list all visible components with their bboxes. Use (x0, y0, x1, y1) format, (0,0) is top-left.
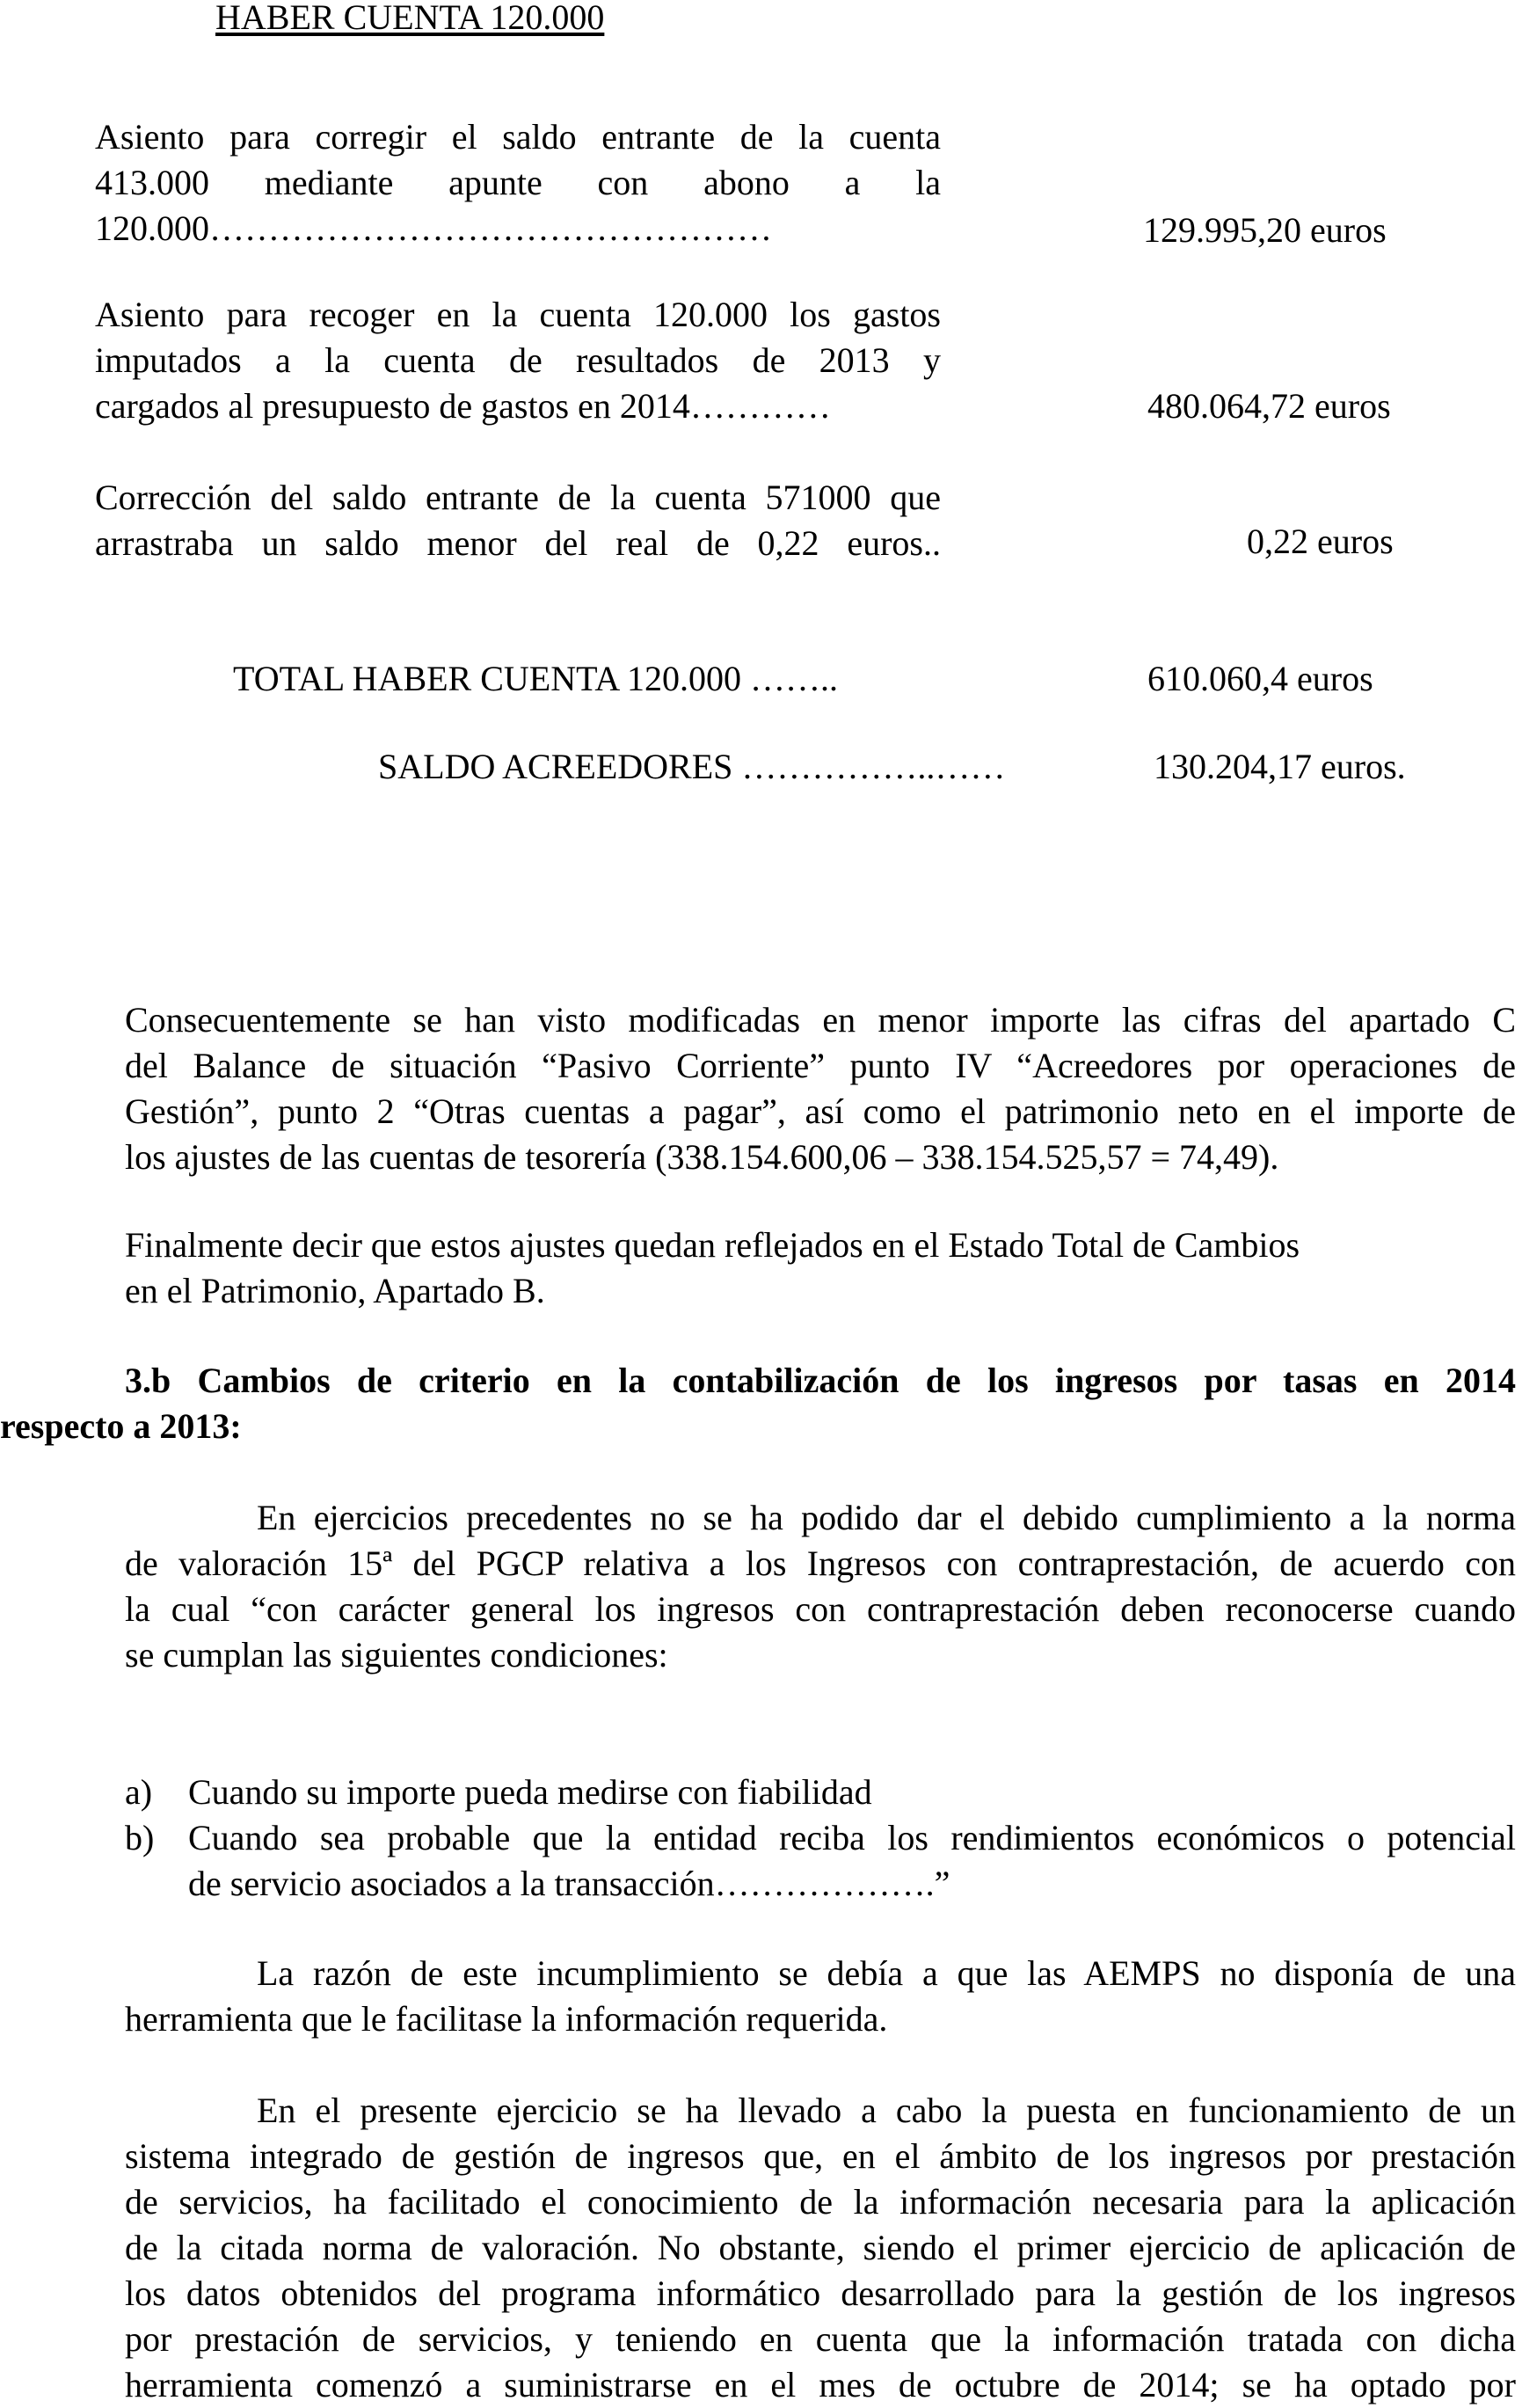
entry-2-amount: 480.064,72 euros (1147, 386, 1391, 426)
razon-line-1: La razón de este incumplimiento se debía a que las AEMPS no disponía de una (257, 1953, 1516, 1993)
section-heading-3b (0, 1358, 1516, 1449)
presente-line-4: de la citada norma de valoración. No obstante, siendo el primer ejercicio de aplicación de (125, 2228, 1516, 2267)
entry-1-line-2: 413.000 mediante apunte con abono a la (95, 163, 941, 202)
entry-1-amount: 129.995,20 euros (1143, 210, 1387, 250)
paragraph-razon (125, 1951, 1516, 2042)
entry-3-line-1: Corrección del saldo entrante de la cuenta 571000 que (95, 478, 941, 517)
paragraph-consecuentemente (125, 997, 1516, 1180)
presente-line-2: sistema integrado de gestión de ingresos que, en el ámbito de los ingresos por prestación (125, 2136, 1516, 2176)
saldo-acreedores-amount: 130.204,17 euros. (1154, 747, 1406, 786)
list-text-b-line-2: de servicio asociados a la transacción……………….” (188, 1864, 950, 1903)
ejercicios-line-2: de valoración 15ª del PGCP relativa a los Ingresos con contraprestación, de acuerdo con (125, 1543, 1516, 1583)
top-heading: HABER CUENTA 120.000 (215, 0, 605, 37)
entry-2-line-1: Asiento para recoger en la cuenta 120.000 los gastos (95, 295, 941, 334)
entry-2-line-2: imputados a la cuenta de resultados de 2013 y (95, 340, 941, 380)
list-marker-a: a) (125, 1772, 153, 1812)
list-text-a: Cuando su importe pueda medirse con fiabilidad (188, 1772, 872, 1812)
entry-1-line-1: Asiento para corregir el saldo entrante de la cuenta (95, 117, 941, 157)
presente-line-6: por prestación de servicios, y teniendo en cuenta que la información tratada con dicha (125, 2319, 1516, 2359)
finalmente-line-1: Finalmente decir que estos ajustes quedan reflejados en el Estado Total de Cambios (125, 1225, 1300, 1265)
ejercicios-line-3: la cual “con carácter general los ingresos con contraprestación deben reconocerse cuando (125, 1589, 1516, 1629)
consec-line-1: Consecuentemente se han visto modificadas en menor importe las cifras del apartado C (125, 1000, 1516, 1040)
entry-1-text (95, 114, 941, 252)
ejercicios-line-4: se cumplan las siguientes condiciones: (125, 1635, 668, 1675)
entry-3-line-2: arrastraba un saldo menor del real de 0,22 euros.. (95, 523, 941, 563)
list-item-a (125, 1770, 1516, 1815)
entry-3-text (95, 475, 941, 566)
paragraph-finalmente (125, 1222, 1300, 1314)
presente-line-1: En el presente ejercicio se ha llevado a cabo la puesta en funcionamiento de un (257, 2091, 1516, 2130)
paragraph-presente (125, 2088, 1516, 2408)
entry-2-text (95, 292, 941, 429)
consec-line-3: Gestión”, punto 2 “Otras cuentas a pagar”, así como el patrimonio neto en el importe de (125, 1091, 1516, 1131)
list-item-b (125, 1815, 1516, 1907)
presente-line-5: los datos obtenidos del programa informático desarrollado para la gestión de los ingresos (125, 2273, 1516, 2313)
list-text-b-line-1: Cuando sea probable que la entidad reciba los rendimientos económicos o potencial (188, 1818, 1516, 1857)
razon-line-2: herramienta que le facilitase la información requerida. (125, 1999, 888, 2039)
section-heading-line-1: 3.b Cambios de criterio en la contabilización de los ingresos por tasas en 2014 (125, 1361, 1516, 1400)
total-haber-amount: 610.060,4 euros (1147, 659, 1373, 698)
presente-line-3: de servicios, ha facilitado el conocimiento de la información necesaria para la aplicación (125, 2182, 1516, 2222)
saldo-acreedores-label: SALDO ACREEDORES ……………..…… (378, 747, 1006, 786)
presente-line-7: herramienta comenzó a suministrarse en el mes de octubre de 2014; se ha optado por (125, 2365, 1516, 2404)
consec-line-2: del Balance de situación “Pasivo Corriente” punto IV “Acreedores por operaciones de (125, 1046, 1516, 1085)
section-heading-line-2: respecto a 2013: (0, 1406, 242, 1446)
consec-line-4: los ajustes de las cuentas de tesorería (338.154.600,06 – 338.154.525,57 = 74,49). (125, 1137, 1279, 1177)
list-marker-b: b) (125, 1818, 155, 1857)
paragraph-ejercicios (125, 1495, 1516, 1678)
entry-1-line-3: 120.000………………………………………… (95, 208, 772, 248)
entry-2-line-3: cargados al presupuesto de gastos en 2014………… (95, 386, 831, 426)
finalmente-line-2: en el Patrimonio, Apartado B. (125, 1271, 545, 1310)
total-haber-label: TOTAL HABER CUENTA 120.000 …….. (233, 659, 839, 698)
ejercicios-line-1: En ejercicios precedentes no se ha podido dar el debido cumplimiento a la norma (257, 1498, 1516, 1537)
entry-3-amount: 0,22 euros (1247, 522, 1394, 561)
